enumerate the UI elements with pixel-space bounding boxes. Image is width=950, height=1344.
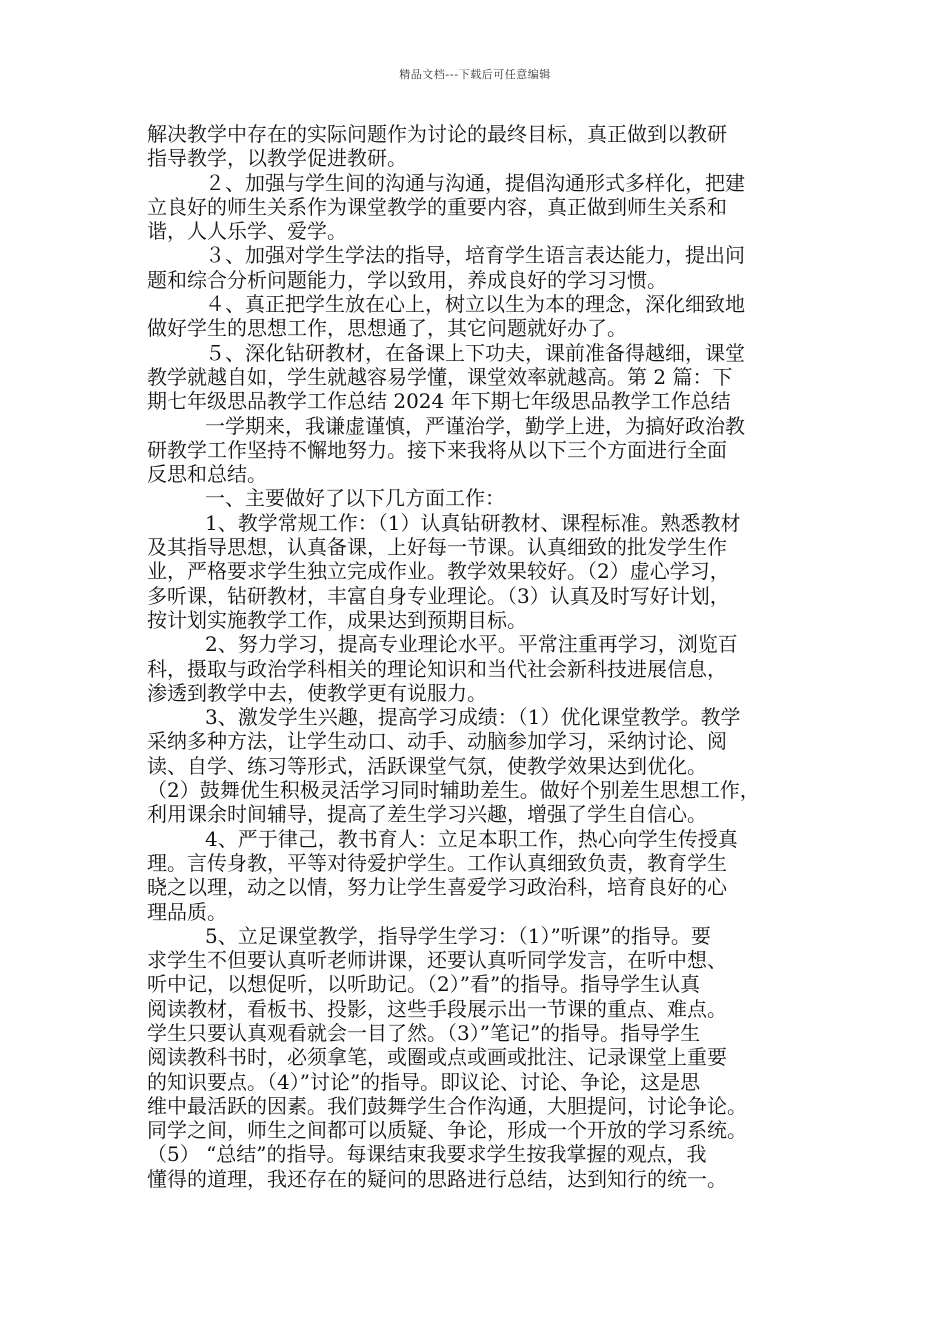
text-line: 业，严格要求学生独立完成作业。教学效果较好。（2）虚心学习， [147,559,730,584]
text-line: 晓之以理，动之以情，努力让学生喜爱学习政治科，培育良好的心 [147,875,727,900]
text-line: 教学就越自如，学生就越容易学懂，课堂效率就越高。第 2 篇：下 [147,364,733,389]
text-line: 及其指导思想，认真备课，上好每一节课。认真细致的批发学生作 [147,535,727,560]
paragraph-first-line: ３、加强对学生学法的指导，培育学生语言表达能力，提出问 [205,243,745,268]
text-line: 反思和总结。 [147,462,267,487]
text-line: （2）鼓舞优生积极灵活学习同时辅助差生。做好个别差生思想工作， [147,778,760,803]
text-line: 立良好的师生关系作为课堂教学的重要内容，真正做到师生关系和 [147,194,727,219]
paragraph-first-line: 5、立足课堂教学，指导学生学习：（1）”听课”的指导。要 [205,923,711,948]
text-line: （5） “总结”的指导。每课结束我要求学生按我掌握的观点，我 [147,1142,707,1167]
text-line: 期七年级思品教学工作总结 2024 年下期七年级思品教学工作总结 [147,389,731,414]
text-line: 懂得的道理，我还存在的疑问的思路进行总结，达到知行的统一。 [147,1166,727,1191]
document-body [147,122,817,1191]
text-line: 求学生不但要认真听老师讲课，还要认真听同学发言，在听中想、 [147,948,727,973]
paragraph-first-line: 4、严于律己，教书育人：立足本职工作，热心向学生传授真 [205,826,738,851]
paragraph-first-line: 一、主要做好了以下几方面工作： [205,486,505,511]
paragraph-first-line: 1、教学常规工作：（1）认真钻研教材、课程标准。熟悉教材 [205,510,741,535]
text-line: 采纳多种方法，让学生动口、动手、动脑参加学习，采纳讨论、阅 [147,729,727,754]
text-line: 科，摄取与政治学科相关的理论知识和当代社会新科技进展信息， [147,656,727,681]
text-line: 题和综合分析问题能力，学以致用，养成良好的学习习惯。 [147,267,667,292]
text-line: 理。言传身教，平等对待爱护学生。工作认真细致负责，教育学生 [147,850,727,875]
paragraph-first-line: 一学期来，我谦虚谨慎，严谨治学，勤学上进，为搞好政治教 [205,413,745,438]
text-line: 谐，人人乐学、爱学。 [147,219,347,244]
text-line: 按计划实施教学工作，成果达到预期目标。 [147,607,527,632]
text-line: 阅读教材，看板书、投影，这些手段展示出一节课的重点、难点。 [147,996,727,1021]
page-header: 精品文档---下载后可任意编辑 [399,68,551,81]
text-line: 多听课，钻研教材，丰富自身专业理论。（3）认真及时写好计划， [147,583,730,608]
text-line: 维中最活跃的因素。我们鼓舞学生合作沟通，大胆提问，讨论争论。 [147,1093,747,1118]
text-line: 利用课余时间辅导，提高了差生学习兴趣，增强了学生自信心。 [147,802,707,827]
paragraph-first-line: ５、深化钻研教材，在备课上下功夫，课前准备得越细，课堂 [205,340,745,365]
text-line: 同学之间，师生之间都可以质疑、争论，形成一个开放的学习系统。 [147,1118,747,1143]
text-line: 解决教学中存在的实际问题作为讨论的最终目标，真正做到以教研 [147,122,727,146]
text-line: 理品质。 [147,899,227,924]
text-line: 渗透到教学中去，使教学更有说服力。 [147,680,487,705]
text-line: 学生只要认真观看就会一目了然。（3）”笔记”的指导。指导学生 [147,1020,701,1045]
text-line: 听中记，以想促听，以听助记。（2）”看”的指导。指导学生认真 [147,972,701,997]
paragraph-first-line: ２、加强与学生间的沟通与沟通，提倡沟通形式多样化，把建 [205,170,745,195]
text-line: 阅读教科书时，必须拿笔，或圈或点或画或批注、记录课堂上重要 [147,1045,727,1070]
paragraph-first-line: 2、努力学习，提高专业理论水平。平常注重再学习，浏览百 [205,632,738,657]
paragraph-first-line: 3、激发学生兴趣，提高学习成绩：（1）优化课堂教学。教学 [205,705,741,730]
text-line: 研教学工作坚持不懈地努力。接下来我将从以下三个方面进行全面 [147,437,727,462]
text-line: 的知识要点。（4）”讨论”的指导。即议论、讨论、争论，这是思 [147,1069,701,1094]
text-line: 指导教学，以教学促进教研。 [147,146,407,171]
text-line: 读、自学、练习等形式，活跃课堂气氛，使教学效果达到优化。 [147,753,707,778]
text-line: 做好学生的思想工作，思想通了，其它问题就好办了。 [147,316,627,341]
paragraph-first-line: ４、真正把学生放在心上，树立以生为本的理念，深化细致地 [205,292,745,317]
